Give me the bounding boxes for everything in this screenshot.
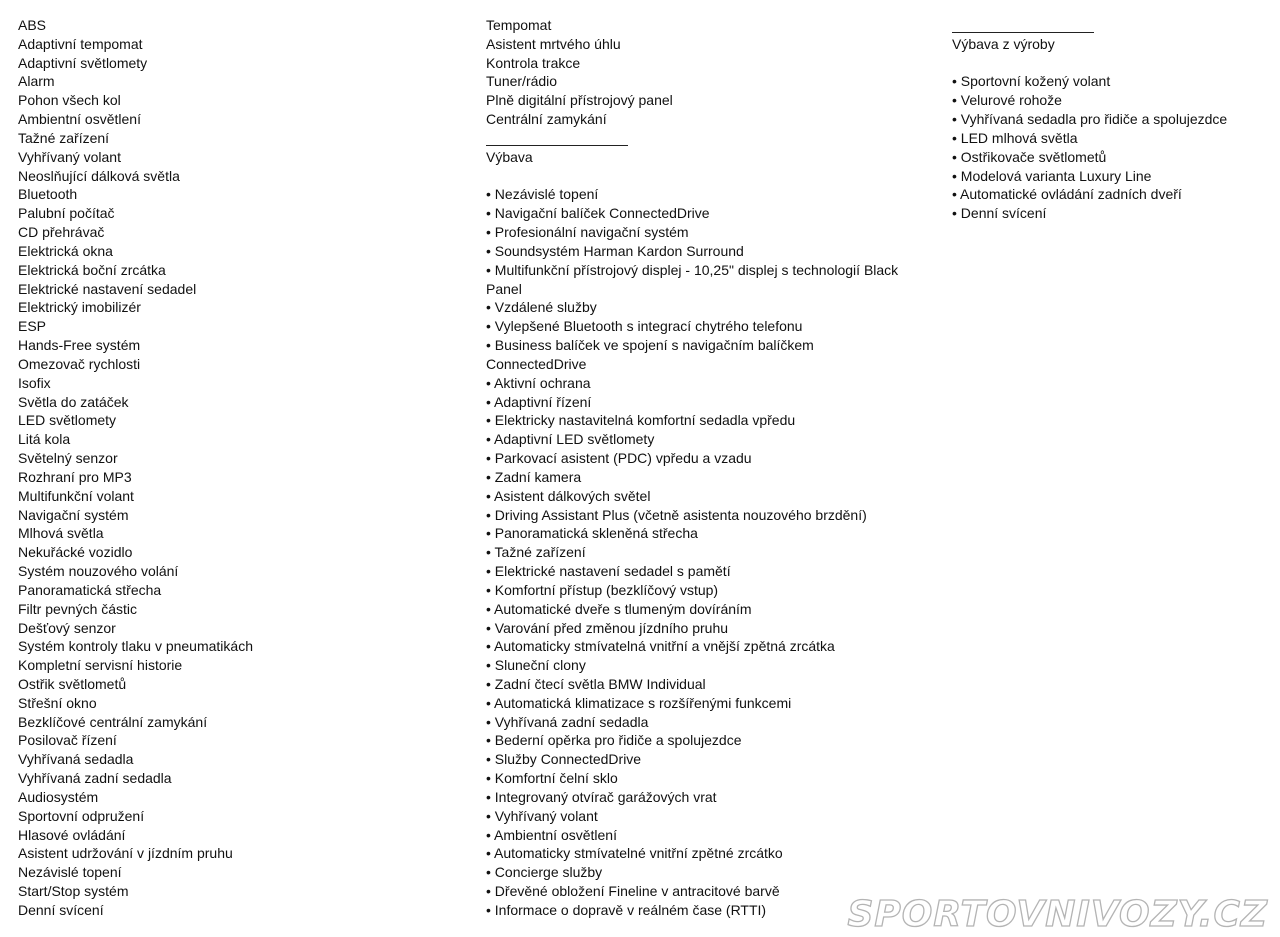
feature-item: Tuner/rádio bbox=[486, 73, 558, 90]
feature-item: Posilovač řízení bbox=[18, 732, 117, 749]
feature-item: Alarm bbox=[18, 73, 55, 90]
feature-item: Pohon všech kol bbox=[18, 92, 121, 109]
feature-item: Audiosystém bbox=[18, 788, 99, 805]
equipment-item: • Adaptivní řízení bbox=[486, 393, 592, 410]
feature-list-top bbox=[486, 16, 916, 129]
equipment-item: • Concierge služby bbox=[486, 864, 603, 881]
equipment-item: • Varování před změnou jízdního pruhu bbox=[486, 619, 729, 636]
equipment-item: • Zadní kamera bbox=[486, 468, 582, 485]
equipment-item: • Nezávislé topení bbox=[486, 186, 599, 203]
factory-equipment-item: • Ostřikovače světlometů bbox=[952, 148, 1107, 165]
feature-item: ESP bbox=[18, 318, 47, 335]
equipment-item: • Komfortní čelní sklo bbox=[486, 770, 618, 787]
feature-item: Bezklíčové centrální zamykání bbox=[18, 713, 208, 730]
feature-item: Palubní počítač bbox=[18, 205, 115, 222]
feature-item: Vyhřívaná sedadla bbox=[18, 751, 134, 768]
factory-equipment-item: • Modelová varianta Luxury Line bbox=[952, 167, 1152, 184]
equipment-item: • Soundsystém Harman Kardon Surround bbox=[486, 242, 744, 259]
feature-item: Multifunkční volant bbox=[18, 487, 134, 504]
feature-item: Adaptivní tempomat bbox=[18, 35, 143, 52]
feature-item: Bluetooth bbox=[18, 186, 78, 203]
feature-item: CD přehrávač bbox=[18, 224, 105, 241]
equipment-item: • Bederní opěrka pro řidiče a spolujezdce bbox=[486, 732, 742, 749]
equipment-item: • Elektrické nastavení sedadel s pamětí bbox=[486, 563, 731, 580]
feature-item: Dešťový senzor bbox=[18, 619, 116, 636]
equipment-item: • Profesionální navigační systém bbox=[486, 224, 689, 241]
equipment-item: Panel bbox=[486, 280, 522, 297]
feature-item: Kontrola trakce bbox=[486, 54, 581, 71]
equipment-item: • Automaticky stmívatelné vnitřní zpětné zrcátko bbox=[486, 845, 783, 862]
feature-item: Tažné zařízení bbox=[18, 129, 110, 146]
feature-item: Elektrická boční zrcátka bbox=[18, 261, 166, 278]
feature-item: Systém nouzového volání bbox=[18, 563, 179, 580]
feature-list-column-2 bbox=[486, 16, 916, 920]
feature-item: Isofix bbox=[18, 374, 51, 391]
blank-line bbox=[952, 54, 1272, 73]
feature-item: Omezovač rychlosti bbox=[18, 355, 141, 372]
section-heading-factory-equipment: Výbava z výroby bbox=[952, 35, 1055, 52]
equipment-item: • Navigační balíček ConnectedDrive bbox=[486, 205, 710, 222]
feature-item: Vyhřívaná zadní sedadla bbox=[18, 770, 172, 787]
feature-item: Asistent mrtvého úhlu bbox=[486, 35, 621, 52]
equipment-item: • Vyhřívaný volant bbox=[486, 807, 598, 824]
section-heading-vybava: Výbava bbox=[486, 148, 533, 165]
equipment-item: • Ambientní osvětlení bbox=[486, 826, 617, 843]
feature-item: Tempomat bbox=[486, 17, 552, 33]
feature-item: Asistent udržování v jízdním pruhu bbox=[18, 845, 233, 862]
equipment-item: • Driving Assistant Plus (včetně asistenta nouzového brzdění) bbox=[486, 506, 867, 523]
equipment-item: • Adaptivní LED světlomety bbox=[486, 431, 655, 448]
equipment-item: ConnectedDrive bbox=[486, 355, 587, 372]
feature-item: Sportovní odpružení bbox=[18, 807, 145, 824]
feature-item: Panoramatická střecha bbox=[18, 581, 162, 598]
feature-item: Mlhová světla bbox=[18, 525, 104, 542]
equipment-item: • Tažné zařízení bbox=[486, 544, 586, 561]
equipment-item: • Zadní čtecí světla BMW Individual bbox=[486, 675, 706, 692]
equipment-item: • Informace o dopravě v reálném čase (RTTI) bbox=[486, 901, 767, 918]
section-divider bbox=[952, 16, 1272, 35]
equipment-item: • Business balíček ve spojení s navigačním balíčkem bbox=[486, 337, 814, 354]
equipment-item: • Automatická klimatizace s rozšířenými funkcemi bbox=[486, 694, 792, 711]
factory-equipment-item: • Velurové rohože bbox=[952, 92, 1062, 109]
feature-item: Filtr pevných částic bbox=[18, 600, 138, 617]
feature-item: Střešní okno bbox=[18, 694, 97, 711]
feature-item: Elektrický imobilizér bbox=[18, 299, 141, 316]
feature-item: Nezávislé topení bbox=[18, 864, 122, 881]
feature-item: Vyhřívaný volant bbox=[18, 148, 121, 165]
feature-list-column-3 bbox=[952, 16, 1272, 223]
feature-item: Ambientní osvětlení bbox=[18, 111, 141, 128]
equipment-list bbox=[486, 185, 916, 919]
equipment-item: • Integrovaný otvírač garážových vrat bbox=[486, 788, 717, 805]
equipment-item: • Vylepšené Bluetooth s integrací chytrého telefonu bbox=[486, 318, 803, 335]
equipment-item: • Vyhřívaná zadní sedadla bbox=[486, 713, 649, 730]
feature-item: Hands-Free systém bbox=[18, 337, 141, 354]
feature-item: Adaptivní světlomety bbox=[18, 54, 148, 71]
feature-item: Neoslňující dálková světla bbox=[18, 167, 180, 184]
factory-equipment-list bbox=[952, 72, 1272, 223]
factory-equipment-item: • Sportovní kožený volant bbox=[952, 73, 1111, 90]
feature-item: Elektrická okna bbox=[18, 242, 113, 259]
feature-item: Plně digitální přístrojový panel bbox=[486, 92, 673, 109]
feature-item: Centrální zamykání bbox=[486, 111, 607, 128]
watermark-logo: SPORTOVNIVOZY.CZ bbox=[847, 894, 1268, 935]
feature-item: Start/Stop systém bbox=[18, 883, 129, 900]
equipment-item: • Parkovací asistent (PDC) vpředu a vzadu bbox=[486, 450, 752, 467]
feature-item: Ostřik světlometů bbox=[18, 675, 127, 692]
feature-item: Denní svícení bbox=[18, 901, 104, 918]
feature-item: Světla do zatáček bbox=[18, 393, 129, 410]
equipment-item: • Dřevěné obložení Fineline v antracitové barvě bbox=[486, 883, 780, 900]
equipment-item: • Multifunkční přístrojový displej - 10,25" displej s technologií Black bbox=[486, 261, 899, 278]
feature-item: LED světlomety bbox=[18, 412, 117, 429]
feature-item: Světelný senzor bbox=[18, 450, 118, 467]
equipment-item: • Sluneční clony bbox=[486, 657, 586, 674]
feature-item: ABS bbox=[18, 17, 47, 33]
feature-item: Navigační systém bbox=[18, 506, 129, 523]
factory-equipment-item: • LED mlhová světla bbox=[952, 129, 1078, 146]
factory-equipment-item: • Vyhřívaná sedadla pro řidiče a spolujezdce bbox=[952, 111, 1228, 128]
factory-equipment-item: • Denní svícení bbox=[952, 205, 1047, 222]
feature-list-column-1 bbox=[18, 16, 458, 920]
equipment-item: • Automatické dveře s tlumeným dovíráním bbox=[486, 600, 752, 617]
equipment-item: • Elektricky nastavitelná komfortní sedadla vpředu bbox=[486, 412, 796, 429]
feature-item: Systém kontroly tlaku v pneumatikách bbox=[18, 638, 253, 655]
equipment-item: • Panoramatická skleněná střecha bbox=[486, 525, 698, 542]
feature-item: Rozhraní pro MP3 bbox=[18, 468, 132, 485]
equipment-item: • Automaticky stmívatelná vnitřní a vnější zpětná zrcátka bbox=[486, 638, 835, 655]
feature-item: Nekuřácké vozidlo bbox=[18, 544, 133, 561]
equipment-item: • Služby ConnectedDrive bbox=[486, 751, 642, 768]
factory-equipment-item: • Automatické ovládání zadních dveří bbox=[952, 186, 1182, 203]
equipment-item: • Vzdálené služby bbox=[486, 299, 597, 316]
equipment-item: • Komfortní přístup (bezklíčový vstup) bbox=[486, 581, 719, 598]
blank-line bbox=[486, 167, 916, 186]
feature-item: Litá kola bbox=[18, 431, 71, 448]
section-divider bbox=[486, 129, 916, 148]
equipment-item: • Aktivní ochrana bbox=[486, 374, 591, 391]
feature-item: Kompletní servisní historie bbox=[18, 657, 183, 674]
equipment-item: • Asistent dálkových světel bbox=[486, 487, 651, 504]
feature-item: Elektrické nastavení sedadel bbox=[18, 280, 197, 297]
feature-item: Hlasové ovládání bbox=[18, 826, 126, 843]
